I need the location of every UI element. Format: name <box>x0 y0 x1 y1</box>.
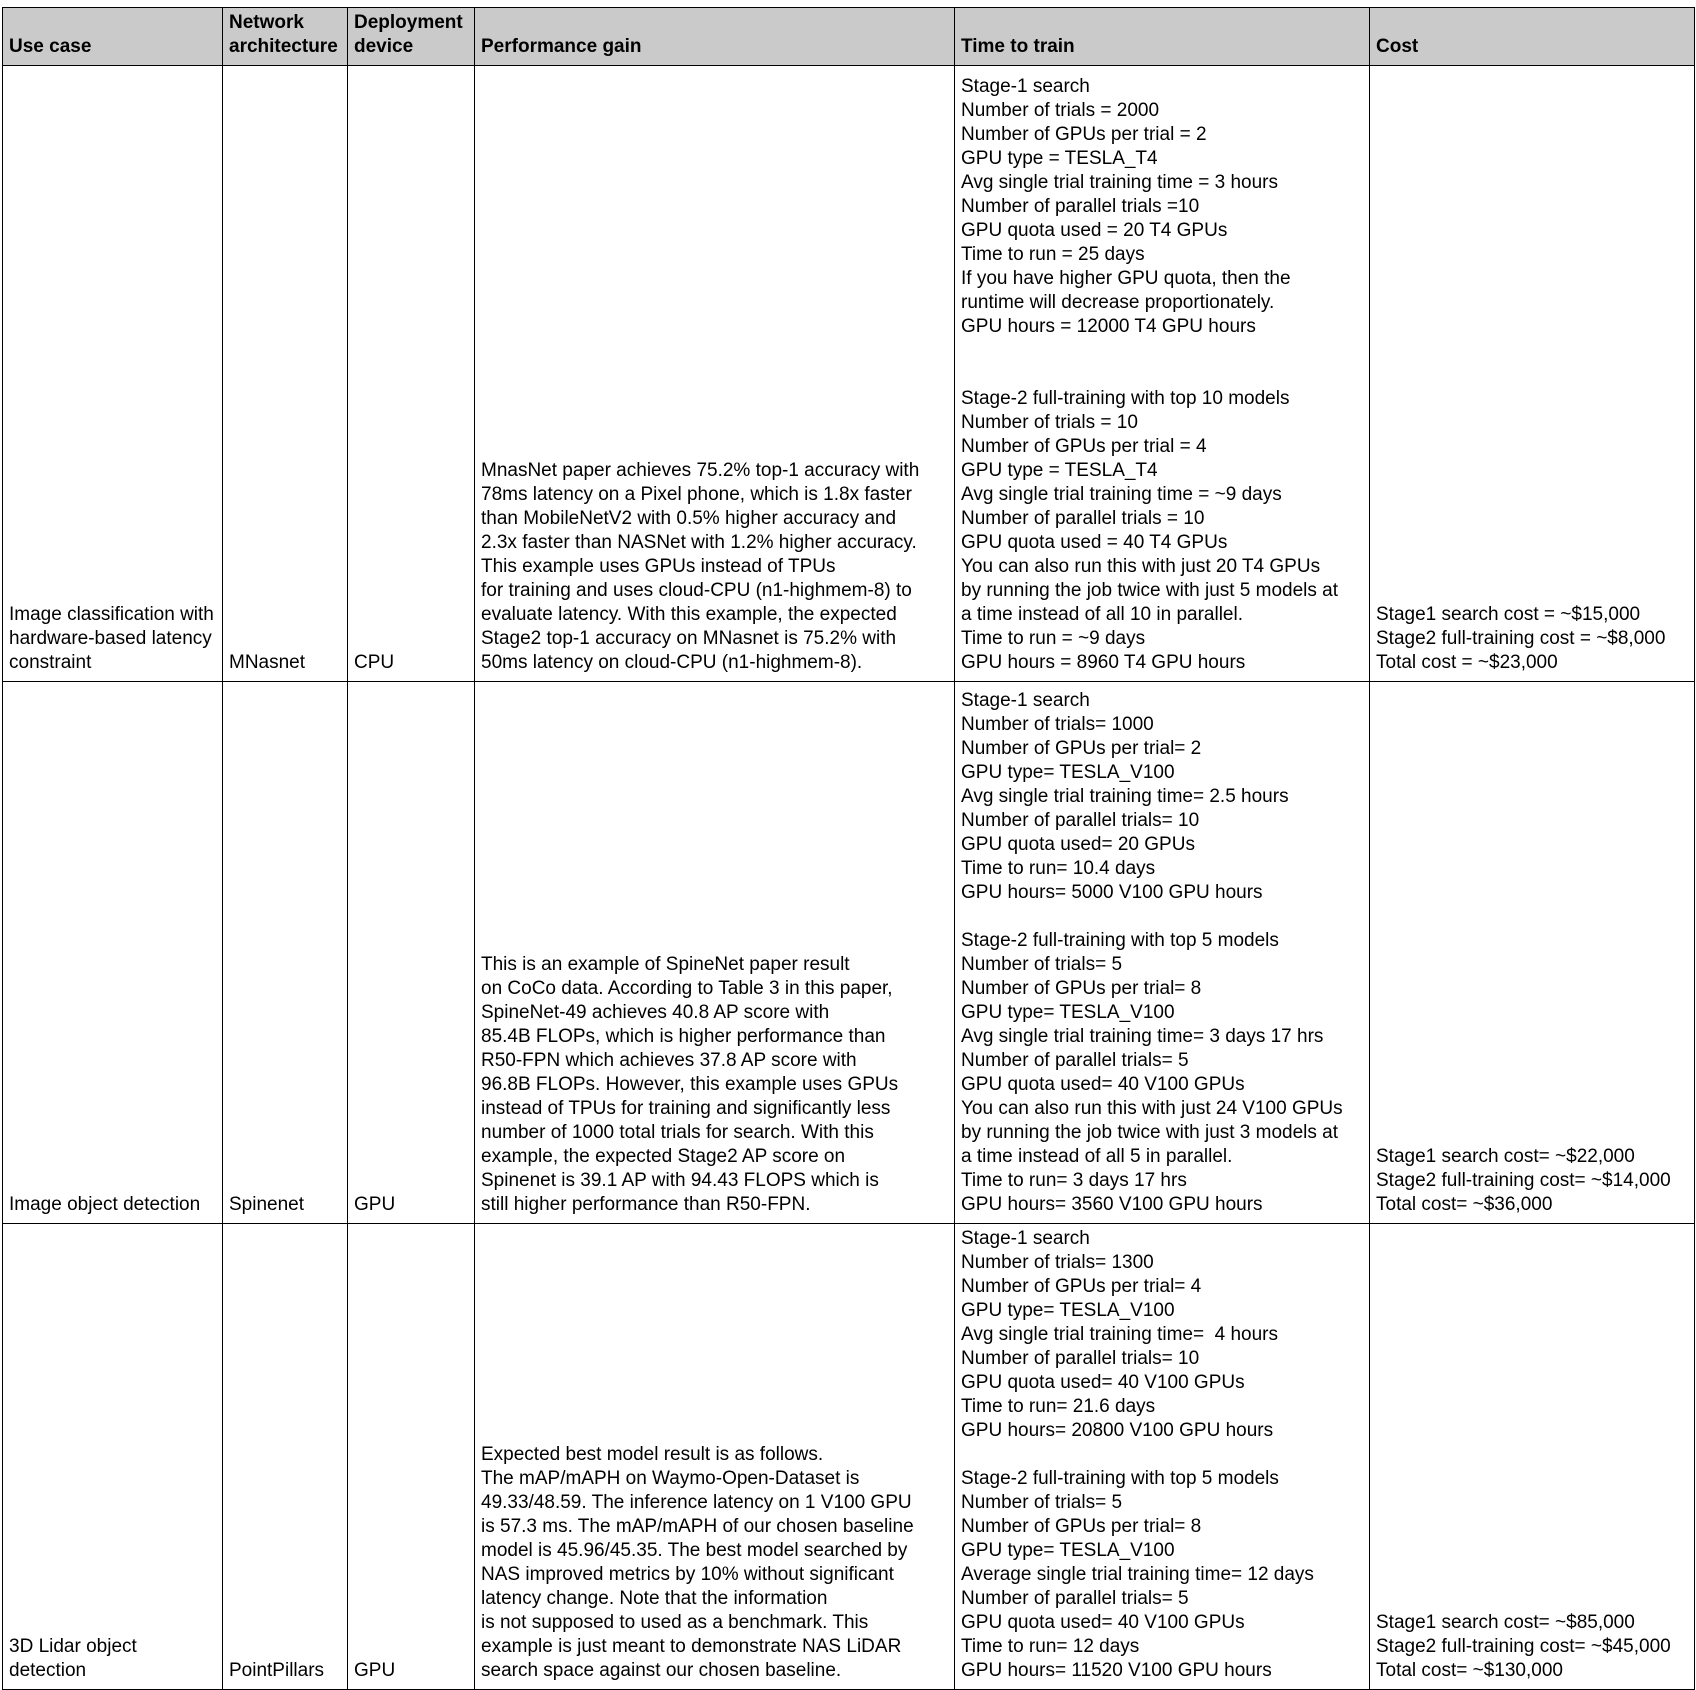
header-deployment-device-label: Deployment device <box>354 12 463 57</box>
use-case-text: Image classification with hardware-based latency constraint <box>9 604 214 673</box>
performance-gain-text: MnasNet paper achieves 75.2% top-1 accuracy with 78ms latency on a Pixel phone, which is 1.8x faster than MobileNetV2 with 0.5% higher accuracy and 2.3x faster than NASNet with 1.2% higher accuracy. This example uses GPUs instead of TPUs for training and uses cloud-CPU (n1-highmem-8) to evaluate latency. With this example, the expected Stage2 top-1 accuracy on MNasnet is 75.2% with 50ms latency on cloud-CPU (n1-highmem-8). <box>481 460 920 673</box>
cell-time-to-train <box>955 66 1370 682</box>
header-cost-label: Cost <box>1376 36 1419 57</box>
use-case-text: Image object detection <box>9 1194 201 1215</box>
cell-performance-gain <box>475 66 955 682</box>
cell-use-case <box>3 1224 223 1690</box>
cell-use-case <box>3 682 223 1224</box>
header-time-to-train <box>955 8 1370 66</box>
cell-cost <box>1370 66 1695 682</box>
cell-network-architecture <box>223 682 348 1224</box>
network-architecture-text: MNasnet <box>229 652 306 673</box>
table-row <box>3 1224 1695 1690</box>
cell-network-architecture <box>223 1224 348 1690</box>
cost-text: Stage1 search cost = ~$15,000 Stage2 full-training cost = ~$8,000 Total cost = ~$23,000 <box>1376 604 1666 673</box>
table-row <box>3 66 1695 682</box>
cell-time-to-train <box>955 682 1370 1224</box>
cost-text: Stage1 search cost= ~$85,000 Stage2 full-training cost= ~$45,000 Total cost= ~$130,000 <box>1376 1612 1671 1681</box>
header-network-architecture-label: Network architecture <box>229 12 338 57</box>
deployment-device-text: GPU <box>354 1194 396 1215</box>
header-use-case-label: Use case <box>9 36 92 57</box>
performance-gain-text: Expected best model result is as follows. The mAP/mAPH on Waymo-Open-Dataset is 49.33/48.59. The inference latency on 1 V100 GPU is 57.3 ms. The mAP/mAPH of our chosen baseline model is 45.96/45.35. The best model searched by NAS improved metrics by 10% without significant latency change. Note that the information is not supposed to used as a benchmark. This example is just meant to demonstrate NAS LiDAR search space against our chosen baseline. <box>481 1444 914 1681</box>
cell-performance-gain <box>475 682 955 1224</box>
cell-cost <box>1370 1224 1695 1690</box>
header-use-case <box>3 8 223 66</box>
time-to-train-text: Stage-1 search Number of trials = 2000 Number of GPUs per trial = 2 GPU type = TESLA_T4 Avg single trial training time = 3 hours Number of parallel trials =10 GPU quota used = 20 T4 GPUs Time to run = 25 days If you have higher GPU quota, then the runtime will decrease proportionately. GPU hours = 12000 T4 GPU hours Stage-2 full-training with top 10 models Number of trials = 10 Number of GPUs per trial = 4 GPU type = TESLA_T4 Avg single trial training time = ~9 days Number of parallel trials = 10 GPU quota used = 40 T4 GPUs You can also run this with just 20 T4 GPUs by running the job twice with just 5 models at a time instead of all 10 in parallel. Time to run = ~9 days GPU hours = 8960 T4 GPU hours <box>961 76 1339 673</box>
cell-network-architecture <box>223 66 348 682</box>
header-performance-gain <box>475 8 955 66</box>
header-time-to-train-label: Time to train <box>961 36 1075 57</box>
cell-cost <box>1370 682 1695 1224</box>
header-performance-gain-label: Performance gain <box>481 36 642 57</box>
cell-deployment-device <box>348 66 475 682</box>
table-header-row <box>3 8 1695 66</box>
performance-gain-text: This is an example of SpineNet paper result on CoCo data. According to Table 3 in this paper, SpineNet-49 achieves 40.8 AP score with 85.4B FLOPs, which is higher performance than R50-FPN which achieves 37.8 AP score with 96.8B FLOPs. However, this example uses GPUs instead of TPUs for training and significantly less number of 1000 total trials for search. With this example, the expected Stage2 AP score on Spinenet is 39.1 AP with 94.43 FLOPS which is still higher performance than R50-FPN. <box>481 954 899 1215</box>
nas-use-case-table <box>2 7 1695 1690</box>
cell-deployment-device <box>348 682 475 1224</box>
table-row <box>3 682 1695 1224</box>
deployment-device-text: CPU <box>354 652 395 673</box>
header-network-architecture <box>223 8 348 66</box>
network-architecture-text: Spinenet <box>229 1194 305 1215</box>
header-cost <box>1370 8 1695 66</box>
cell-time-to-train <box>955 1224 1370 1690</box>
time-to-train-text: Stage-1 search Number of trials= 1300 Number of GPUs per trial= 4 GPU type= TESLA_V100 Avg single trial training time= 4 hours Number of parallel trials= 10 GPU quota used= 40 V100 GPUs Time to run= 21.6 days GPU hours= 20800 V100 GPU hours Stage-2 full-training with top 5 models Number of trials= 5 Number of GPUs per trial= 8 GPU type= TESLA_V100 Average single trial training time= 12 days Number of parallel trials= 5 GPU quota used= 40 V100 GPUs Time to run= 12 days GPU hours= 11520 V100 GPU hours <box>961 1228 1314 1681</box>
deployment-device-text: GPU <box>354 1660 396 1681</box>
header-deployment-device <box>348 8 475 66</box>
network-architecture-text: PointPillars <box>229 1660 325 1681</box>
time-to-train-text: Stage-1 search Number of trials= 1000 Number of GPUs per trial= 2 GPU type= TESLA_V100 Avg single trial training time= 2.5 hours Number of parallel trials= 10 GPU quota used= 20 GPUs Time to run= 10.4 days GPU hours= 5000 V100 GPU hours Stage-2 full-training with top 5 models Number of trials= 5 Number of GPUs per trial= 8 GPU type= TESLA_V100 Avg single trial training time= 3 days 17 hrs Number of parallel trials= 5 GPU quota used= 40 V100 GPUs You can also run this with just 24 V100 GPUs by running the job twice with just 3 models at a time instead of all 5 in parallel. Time to run= 3 days 17 hrs GPU hours= 3560 V100 GPU hours <box>961 690 1343 1215</box>
use-case-text: 3D Lidar object detection <box>9 1636 137 1681</box>
cell-deployment-device <box>348 1224 475 1690</box>
cell-use-case <box>3 66 223 682</box>
cell-performance-gain <box>475 1224 955 1690</box>
cost-text: Stage1 search cost= ~$22,000 Stage2 full-training cost= ~$14,000 Total cost= ~$36,000 <box>1376 1146 1671 1215</box>
